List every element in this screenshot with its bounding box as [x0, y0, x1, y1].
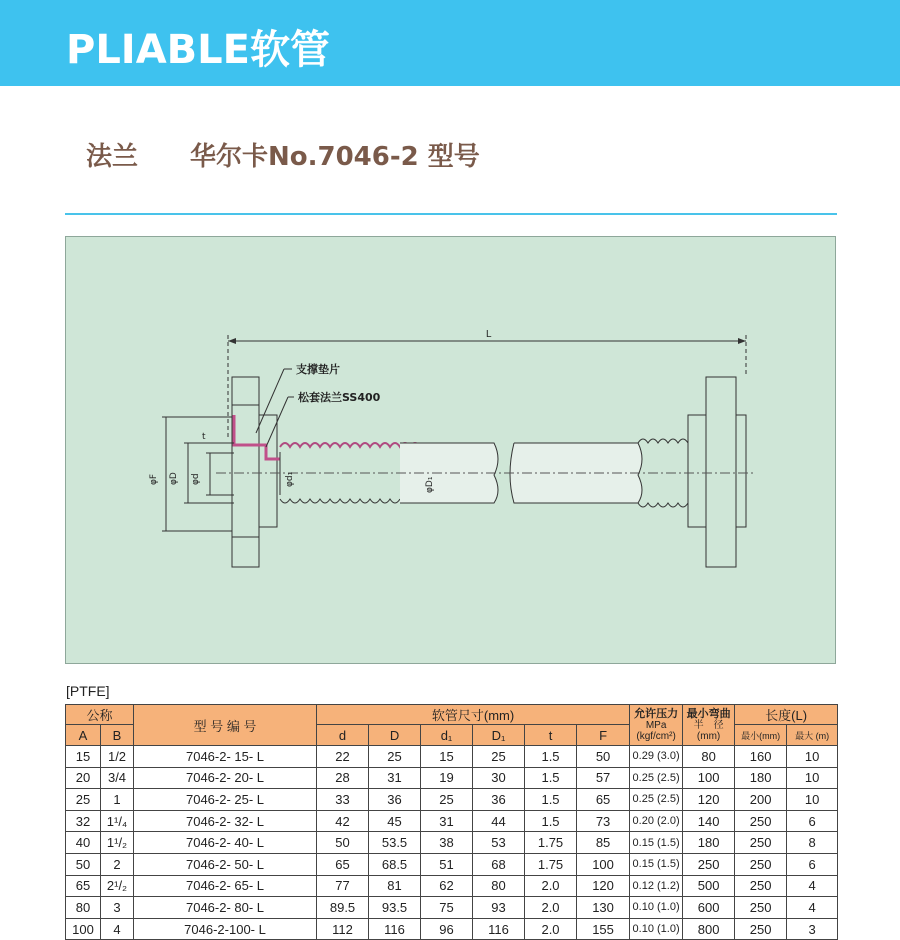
- table-cell-p: 0.10 (1.0): [630, 918, 683, 940]
- dim-label-d: φd: [191, 473, 201, 485]
- table-cell-max: 3: [787, 918, 838, 940]
- subtitle-model: 华尔卡No.7046-2 型号: [190, 142, 480, 172]
- table-cell-D: 93.5: [369, 897, 421, 919]
- header-length-min: 最小(mm): [735, 725, 787, 746]
- table-cell-min: 250: [735, 875, 787, 897]
- table-cell-t: 2.0: [525, 897, 577, 919]
- table-cell-model: 7046-2- 20- L: [134, 767, 317, 789]
- table-cell-p: 0.15 (1.5): [630, 853, 683, 875]
- table-cell-A: 80: [66, 897, 101, 919]
- table-cell-max: 6: [787, 810, 838, 832]
- table-cell-A: 40: [66, 832, 101, 854]
- table-cell-d1: 96: [421, 918, 473, 940]
- table-cell-model: 7046-2-100- L: [134, 918, 317, 940]
- table-cell-d1: 15: [421, 746, 473, 768]
- table-cell-min: 200: [735, 789, 787, 811]
- table-cell-t: 2.0: [525, 875, 577, 897]
- table-cell-min: 250: [735, 810, 787, 832]
- table-cell-p: 0.20 (2.0): [630, 810, 683, 832]
- table-cell-F: 85: [577, 832, 630, 854]
- table-cell-model: 7046-2- 50- L: [134, 853, 317, 875]
- table-cell-max: 10: [787, 789, 838, 811]
- divider: [65, 213, 837, 215]
- dim-label-t: t: [202, 432, 206, 442]
- table-cell-min: 250: [735, 918, 787, 940]
- spec-table: [65, 704, 838, 940]
- table-cell-p: 0.25 (2.5): [630, 767, 683, 789]
- header-dims: 软管尺寸(mm): [317, 705, 630, 725]
- table-cell-d: 89.5: [317, 897, 369, 919]
- table-cell-D: 25: [369, 746, 421, 768]
- table-cell-B: 3/4: [101, 767, 134, 789]
- table-cell-A: 100: [66, 918, 101, 940]
- table-row: [66, 918, 838, 940]
- table-cell-D: 53.5: [369, 832, 421, 854]
- technical-drawing: [65, 236, 836, 664]
- table-cell-F: 130: [577, 897, 630, 919]
- subtitle-flange: 法兰: [86, 142, 139, 172]
- table-cell-B: 1/2: [101, 746, 134, 768]
- dim-label-F: φF: [149, 473, 159, 485]
- table-cell-t: 1.75: [525, 853, 577, 875]
- table-cell-A: 65: [66, 875, 101, 897]
- table-cell-F: 57: [577, 767, 630, 789]
- table-cell-A: 15: [66, 746, 101, 768]
- table-cell-D1: 80: [473, 875, 525, 897]
- table-cell-t: 1.5: [525, 767, 577, 789]
- table-cell-d: 65: [317, 853, 369, 875]
- table-cell-min: 160: [735, 746, 787, 768]
- hose-diagram: [66, 237, 837, 665]
- table-cell-t: 2.0: [525, 918, 577, 940]
- table-row: [66, 789, 838, 811]
- table-cell-D: 68.5: [369, 853, 421, 875]
- header-d: d: [317, 725, 369, 746]
- header-bend-radius: 最小弯曲 半 径 (mm): [683, 705, 735, 746]
- header-D: D: [369, 725, 421, 746]
- table-cell-p: 0.12 (1.2): [630, 875, 683, 897]
- table-cell-r: 120: [683, 789, 735, 811]
- header-d1: d₁: [421, 725, 473, 746]
- table-cell-d1: 31: [421, 810, 473, 832]
- table-cell-t: 1.5: [525, 746, 577, 768]
- table-cell-A: 50: [66, 853, 101, 875]
- table-cell-A: 20: [66, 767, 101, 789]
- table-cell-t: 1.75: [525, 832, 577, 854]
- spec-table-body: [66, 746, 838, 940]
- header-length-max: 最大 (m): [787, 725, 838, 746]
- table-cell-r: 100: [683, 767, 735, 789]
- table-cell-d1: 62: [421, 875, 473, 897]
- table-row: [66, 767, 838, 789]
- table-cell-model: 7046-2- 15- L: [134, 746, 317, 768]
- table-cell-p: 0.10 (1.0): [630, 897, 683, 919]
- table-cell-B: 4: [101, 918, 134, 940]
- table-cell-model: 7046-2- 65- L: [134, 875, 317, 897]
- table-cell-D1: 30: [473, 767, 525, 789]
- table-cell-min: 250: [735, 897, 787, 919]
- table-cell-d1: 25: [421, 789, 473, 811]
- table-cell-p: 0.29 (3.0): [630, 746, 683, 768]
- table-cell-F: 100: [577, 853, 630, 875]
- table-cell-p: 0.15 (1.5): [630, 832, 683, 854]
- table-cell-A: 32: [66, 810, 101, 832]
- table-cell-p: 0.25 (2.5): [630, 789, 683, 811]
- header-pressure: 允许压力 MPa (kgf/cm²): [630, 705, 683, 746]
- header-F: F: [577, 725, 630, 746]
- table-cell-model: 7046-2- 40- L: [134, 832, 317, 854]
- table-cell-F: 155: [577, 918, 630, 940]
- page-title: PLIABLE软管: [66, 27, 330, 73]
- table-cell-max: 8: [787, 832, 838, 854]
- table-cell-max: 4: [787, 897, 838, 919]
- table-row: [66, 746, 838, 768]
- table-row: [66, 897, 838, 919]
- table-cell-d: 50: [317, 832, 369, 854]
- table-cell-d1: 75: [421, 897, 473, 919]
- table-cell-D1: 68: [473, 853, 525, 875]
- dim-label-d1: φd₁: [285, 471, 295, 487]
- table-cell-max: 10: [787, 746, 838, 768]
- table-cell-max: 10: [787, 767, 838, 789]
- table-cell-d: 77: [317, 875, 369, 897]
- table-cell-B: 2¹/₂: [101, 875, 134, 897]
- table-cell-r: 180: [683, 832, 735, 854]
- table-cell-D1: 44: [473, 810, 525, 832]
- table-cell-r: 800: [683, 918, 735, 940]
- table-cell-D1: 36: [473, 789, 525, 811]
- table-cell-d: 28: [317, 767, 369, 789]
- table-row: [66, 875, 838, 897]
- table-cell-B: 1¹/₄: [101, 810, 134, 832]
- table-cell-r: 600: [683, 897, 735, 919]
- dim-label-D: φD: [169, 472, 179, 485]
- right-flange: [706, 377, 736, 567]
- label-L: L: [486, 329, 492, 340]
- table-cell-min: 250: [735, 853, 787, 875]
- table-label: [PTFE]: [66, 683, 110, 699]
- page-header: [0, 0, 900, 86]
- table-cell-min: 180: [735, 767, 787, 789]
- dim-label-D1: φD₁: [425, 476, 435, 493]
- header-t: t: [525, 725, 577, 746]
- header-D1: D₁: [473, 725, 525, 746]
- callout-loose-flange: 松套法兰SS400: [298, 391, 381, 404]
- table-row: [66, 810, 838, 832]
- table-cell-F: 65: [577, 789, 630, 811]
- table-cell-t: 1.5: [525, 810, 577, 832]
- table-cell-min: 250: [735, 832, 787, 854]
- table-cell-r: 500: [683, 875, 735, 897]
- table-cell-D: 45: [369, 810, 421, 832]
- table-cell-F: 73: [577, 810, 630, 832]
- table-cell-B: 3: [101, 897, 134, 919]
- table-cell-d: 42: [317, 810, 369, 832]
- table-row: [66, 853, 838, 875]
- table-cell-D1: 93: [473, 897, 525, 919]
- table-cell-d1: 19: [421, 767, 473, 789]
- table-cell-d: 112: [317, 918, 369, 940]
- header-model: 型 号 编 号: [134, 705, 317, 746]
- table-cell-d1: 38: [421, 832, 473, 854]
- table-row: [66, 832, 838, 854]
- table-cell-F: 50: [577, 746, 630, 768]
- table-cell-A: 25: [66, 789, 101, 811]
- table-cell-model: 7046-2- 25- L: [134, 789, 317, 811]
- header-nominal: 公称: [66, 705, 134, 725]
- table-cell-D1: 53: [473, 832, 525, 854]
- table-cell-t: 1.5: [525, 789, 577, 811]
- table-cell-D: 31: [369, 767, 421, 789]
- header-B: B: [101, 725, 134, 746]
- table-cell-model: 7046-2- 32- L: [134, 810, 317, 832]
- table-cell-r: 140: [683, 810, 735, 832]
- table-cell-B: 2: [101, 853, 134, 875]
- table-cell-D: 116: [369, 918, 421, 940]
- table-cell-F: 120: [577, 875, 630, 897]
- table-cell-max: 6: [787, 853, 838, 875]
- header-A: A: [66, 725, 101, 746]
- table-cell-D: 36: [369, 789, 421, 811]
- table-cell-D1: 25: [473, 746, 525, 768]
- header-length: 长度(L): [735, 705, 838, 725]
- table-cell-B: 1¹/₂: [101, 832, 134, 854]
- table-cell-r: 250: [683, 853, 735, 875]
- table-cell-max: 4: [787, 875, 838, 897]
- table-cell-d: 33: [317, 789, 369, 811]
- table-cell-B: 1: [101, 789, 134, 811]
- table-cell-r: 80: [683, 746, 735, 768]
- table-cell-D1: 116: [473, 918, 525, 940]
- table-cell-D: 81: [369, 875, 421, 897]
- table-cell-model: 7046-2- 80- L: [134, 897, 317, 919]
- table-cell-d1: 51: [421, 853, 473, 875]
- callout-support-pad: 支撑垫片: [296, 363, 340, 376]
- table-cell-d: 22: [317, 746, 369, 768]
